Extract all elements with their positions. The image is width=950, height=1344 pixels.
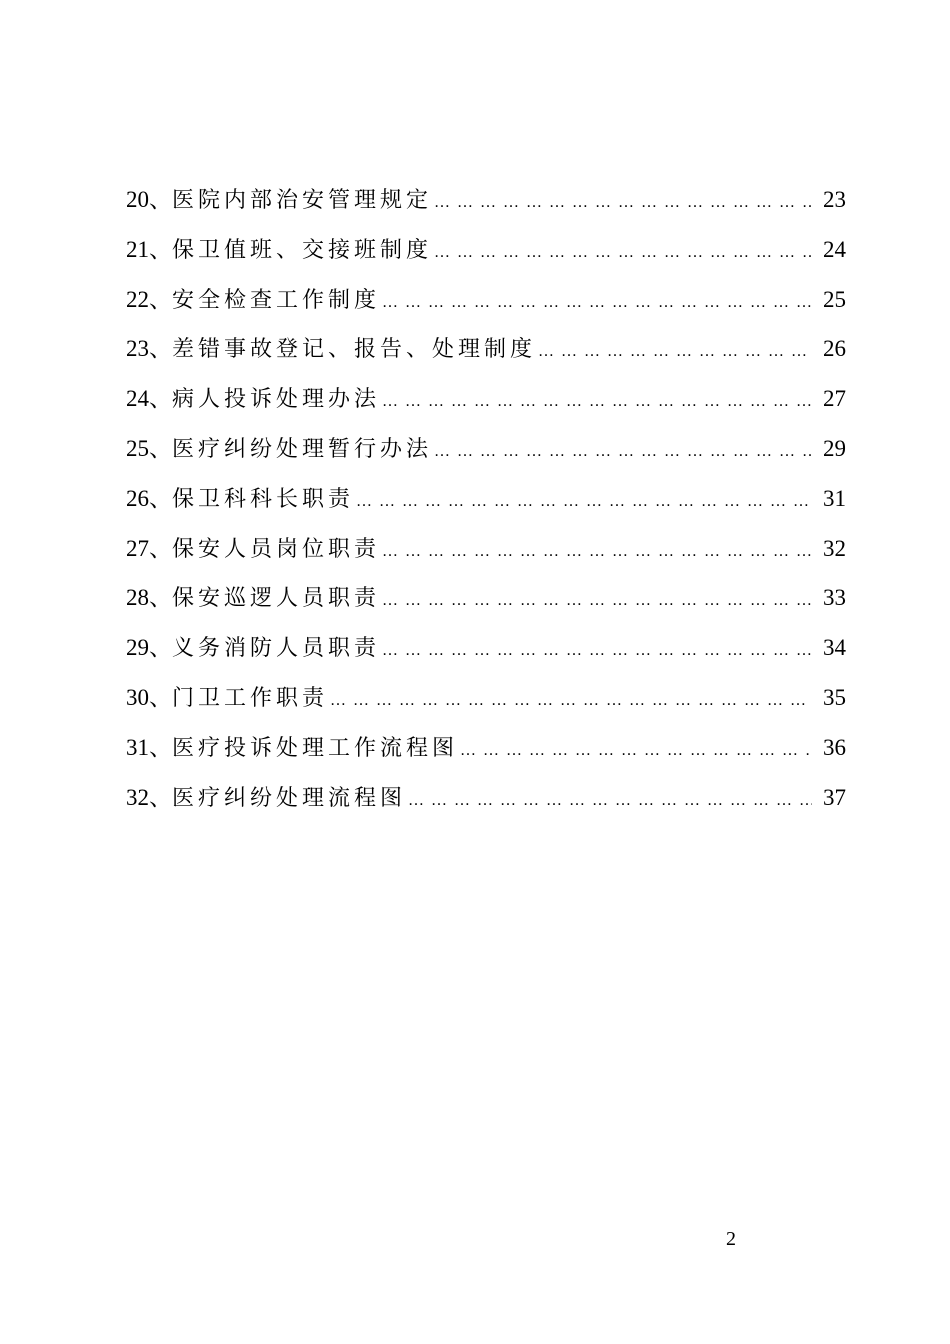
toc-entry-title: 保安人员岗位职责 <box>172 536 381 562</box>
toc-entry-page: 23 <box>823 187 846 212</box>
toc-entry[interactable] <box>126 329 846 379</box>
toc-dot-leader <box>382 283 812 323</box>
toc-entry-title: 安全检查工作制度 <box>172 287 381 313</box>
toc-entry[interactable] <box>126 778 846 828</box>
toc-entry-page: 27 <box>823 386 846 412</box>
toc-entry-number: 23、 <box>126 336 172 362</box>
toc-entry-number: 31、 <box>126 734 172 760</box>
toc-entry-number: 32、 <box>126 784 172 810</box>
toc-entry-number: 26、 <box>126 485 172 511</box>
toc-entry-page: 25 <box>823 286 846 312</box>
toc-entry-page: 31 <box>823 485 846 511</box>
toc-entry-title: 医疗投诉处理工作流程图 <box>172 735 459 761</box>
toc-dot-leader <box>434 432 812 472</box>
toc-entry-page: 24 <box>823 236 846 262</box>
toc-dot-leader <box>382 581 812 621</box>
toc-dot-leader <box>460 731 812 771</box>
toc-entry-number: 30、 <box>126 684 172 710</box>
toc-entry-page: 32 <box>823 535 846 561</box>
toc-dot-leader <box>382 382 812 422</box>
toc-entry[interactable] <box>126 479 846 529</box>
toc-dot-leader <box>356 482 812 522</box>
toc-entry-number: 25、 <box>126 435 172 461</box>
toc-entry-title: 保卫值班、交接班制度 <box>172 237 433 263</box>
toc-entry-number: 21、 <box>126 236 172 262</box>
toc-entry-title: 保安巡逻人员职责 <box>172 586 381 612</box>
toc-entry-number: 22、 <box>126 286 172 312</box>
toc-entry[interactable] <box>126 529 846 579</box>
toc-dot-leader <box>382 631 812 671</box>
page-number: 2 <box>726 1228 736 1250</box>
toc-entry[interactable] <box>126 728 846 778</box>
toc-entry-page: 34 <box>823 635 846 661</box>
toc-entry[interactable] <box>126 180 846 230</box>
toc-entry-page: 37 <box>823 784 846 810</box>
toc-dot-leader <box>408 781 812 821</box>
toc-dot-leader <box>434 233 812 273</box>
toc-entry-title: 医疗纠纷处理流程图 <box>172 785 407 811</box>
toc-entry[interactable] <box>126 678 846 728</box>
toc-dot-leader <box>382 532 812 572</box>
toc-entry[interactable] <box>126 578 846 628</box>
toc-entry-page: 36 <box>823 734 846 760</box>
toc-entry-title: 医院内部治安管理规定 <box>172 188 433 213</box>
toc-entry-title: 门卫工作职责 <box>172 685 329 711</box>
toc-entry-title: 保卫科科长职责 <box>172 486 355 512</box>
toc-entry-title: 病人投诉处理办法 <box>172 387 381 413</box>
toc-entry-number: 28、 <box>126 585 172 611</box>
toc-entry-number: 29、 <box>126 635 172 661</box>
toc-entry[interactable] <box>126 379 846 429</box>
toc-entry-title: 义务消防人员职责 <box>172 636 381 662</box>
toc-dot-leader <box>434 183 812 223</box>
toc-entry-page: 26 <box>823 336 846 362</box>
toc-entry-title: 医疗纠纷处理暂行办法 <box>172 436 433 462</box>
toc-entry-number: 20、 <box>126 187 172 212</box>
toc-entry-page: 35 <box>823 684 846 710</box>
toc-entry[interactable] <box>126 429 846 479</box>
toc-entry-page: 33 <box>823 585 846 611</box>
toc-dot-leader <box>330 681 812 721</box>
toc-dot-leader <box>538 332 812 372</box>
toc-entry[interactable] <box>126 280 846 330</box>
toc-entry[interactable] <box>126 230 846 280</box>
toc-entry[interactable] <box>126 628 846 678</box>
table-of-contents <box>126 180 846 827</box>
toc-entry-title: 差错事故登记、报告、处理制度 <box>172 337 537 363</box>
toc-entry-number: 27、 <box>126 535 172 561</box>
toc-entry-number: 24、 <box>126 386 172 412</box>
toc-entry-page: 29 <box>823 435 846 461</box>
